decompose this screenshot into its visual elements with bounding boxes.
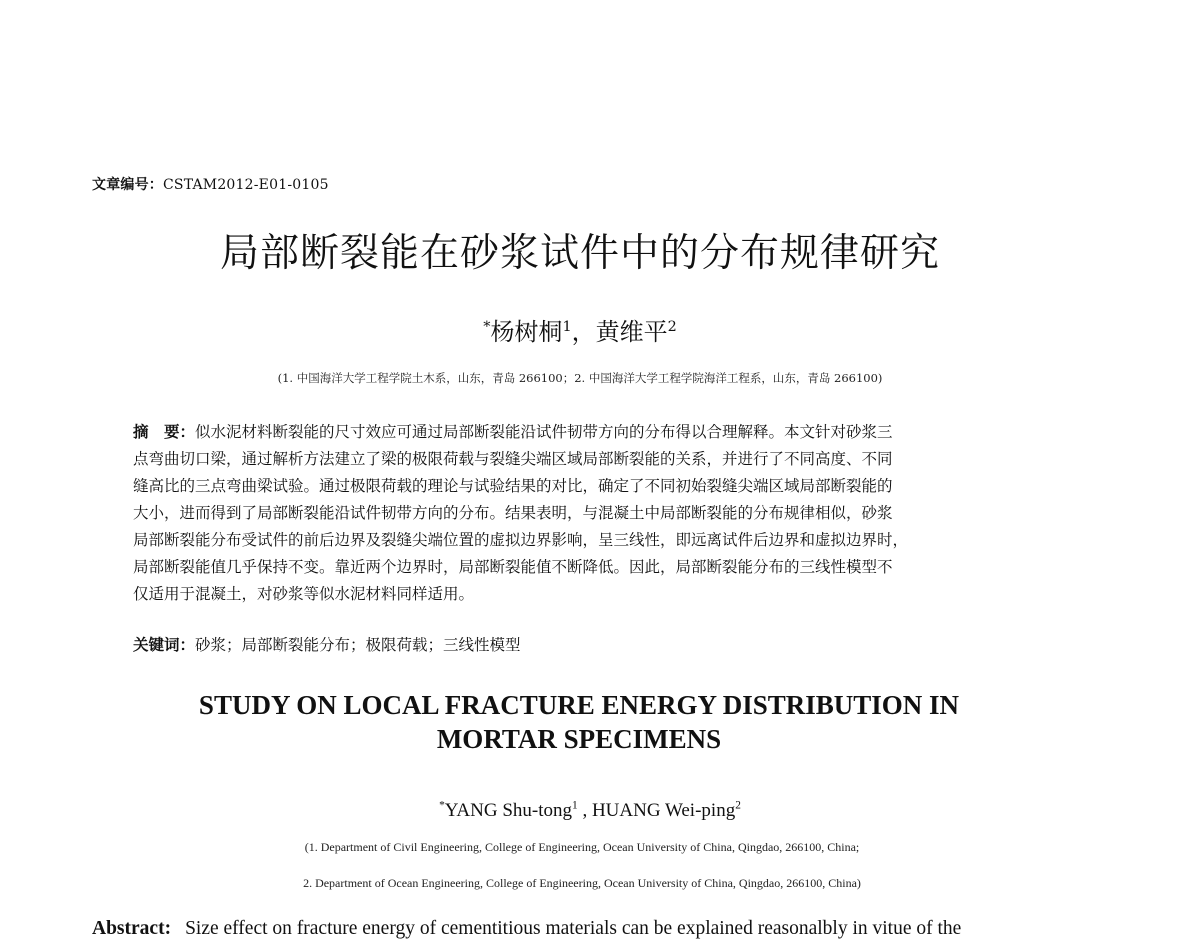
abstract-label: 摘 要： [133,422,196,441]
abstract-line: 大小，进而得到了局部断裂能沿试件韧带方向的分布。结果表明，与混凝土中局部断裂能的分布规律相似，砂浆 [133,504,893,522]
author-separator: ， [571,318,596,346]
author-1: YANG Shu-tong [444,800,572,821]
chinese-keywords [133,633,521,655]
chinese-affiliation: (1. 中国海洋大学工程学院土木系，山东，青岛 266100；2. 中国海洋大学工程学院海洋工程系，山东，青岛 266100) [277,371,883,385]
article-number-label: 文章编号： [92,177,163,193]
corresponding-mark: * [439,799,445,812]
article-number [92,174,329,194]
corresponding-mark: * [483,319,491,335]
english-affiliation-1: (1. Department of Civil Engineering, College of Engineering, Ocean University of China, Qingdao, 266100, China; [304,840,860,854]
abstract-line: 仅适用于混凝土，对砂浆等似水泥材料同样适用。 [133,585,475,603]
chinese-abstract [133,418,1028,608]
author-1-affil: 1 [572,799,578,812]
keywords-label: 关键词： [133,635,196,654]
abstract-line: 点弯曲切口梁，通过解析方法建立了梁的极限荷载与裂缝尖端区域局部断裂能的关系，并进行了不同高度、不同 [133,450,893,468]
english-authors [0,800,1180,822]
english-abstract-text: Size effect on fracture energy of cementitious materials can be explained reasonalbly in vitue of the [185,918,962,939]
author-2: 黄维平 [595,318,668,346]
author-2: HUANG Wei-ping [591,800,736,821]
keywords-value: 砂浆；局部断裂能分布；极限荷载；三线性模型 [195,636,521,654]
abstract-line: 缝高比的三点弯曲梁试验。通过极限荷载的理论与试验结果的对比，确定了不同初始裂缝尖端区域局部断裂能的 [133,477,893,495]
english-title-line-2: MORTAR SPECIMENS [436,724,722,754]
english-abstract [92,918,961,940]
english-title [0,688,1158,756]
english-abstract-label: Abstract: [92,918,172,939]
english-title-line-1: STUDY ON LOCAL FRACTURE ENERGY DISTRIBUTION IN [198,690,960,720]
author-1-affil: 1 [562,319,572,335]
english-affiliation-2: 2. Department of Ocean Engineering, College of Engineering, Ocean University of China, Qingdao, 266100, China) [303,876,861,890]
author-1: 杨树桐 [490,318,563,346]
chinese-authors [0,312,1160,347]
abstract-line: 局部断裂能值几乎保持不变。靠近两个边界时，局部断裂能值不断降低。因此，局部断裂能分布的三线性模型不 [133,558,893,576]
abstract-line: 局部断裂能分布受试件的前后边界及裂缝尖端位置的虚拟边界影响，呈三线性，即远离试件后边界和虚拟边界时， [133,531,909,549]
chinese-title: 局部断裂能在砂浆试件中的分布规律研究 [219,231,940,276]
article-number-value: CSTAM2012-E01-0105 [163,177,329,193]
abstract-line [133,418,1028,446]
author-separator: , [577,800,592,821]
author-2-affil: 2 [735,799,741,812]
abstract-text: 似水泥材料断裂能的尺寸效应可通过局部断裂能沿试件韧带方向的分布得以合理解释。本文针对砂浆三 [195,423,893,441]
author-2-affil: 2 [667,319,677,335]
